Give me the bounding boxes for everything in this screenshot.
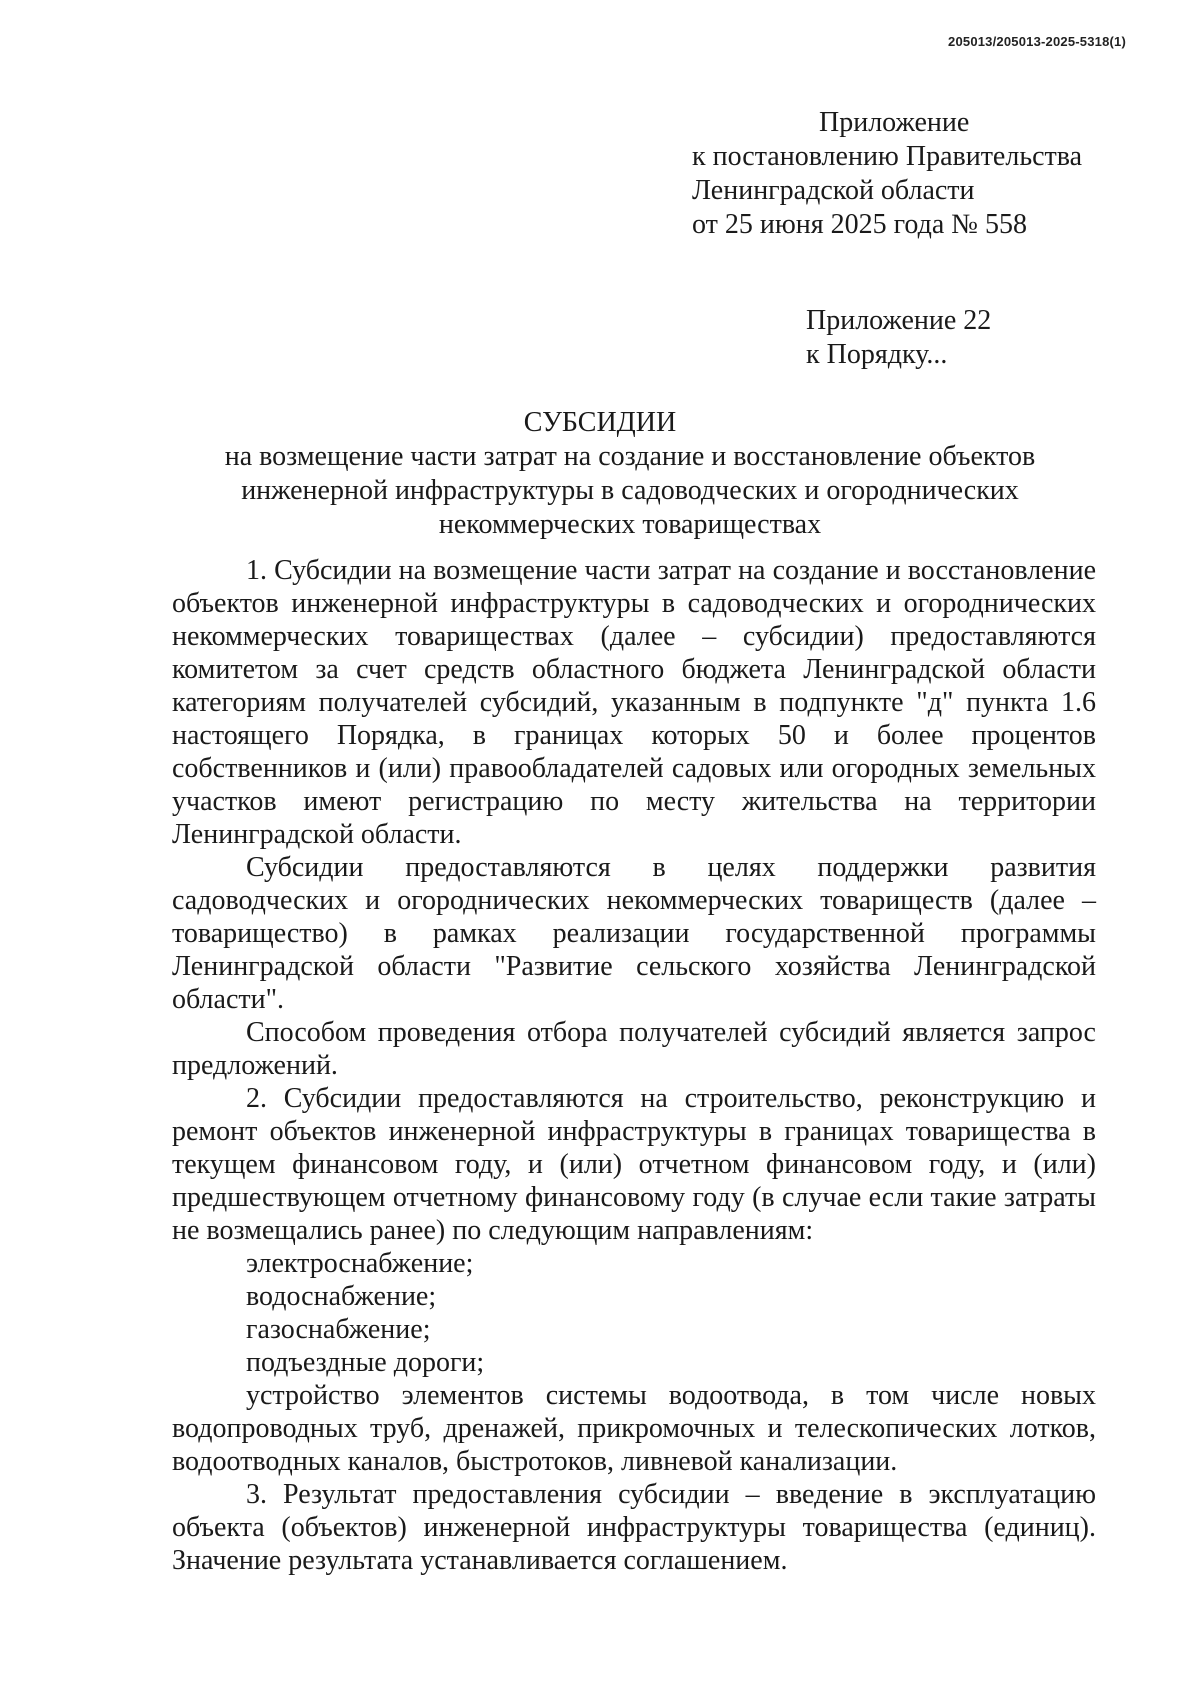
document-body <box>172 554 1096 1577</box>
appendix-22-line-2: к Порядку... <box>806 339 948 370</box>
list-item-drainage: устройство элементов системы водоотвода, в том числе новых водопроводных труб, дренажей, прикромочных и телескопических лотков, водоотводных каналов, быстротоков, ливневой канализации. <box>172 1380 1096 1477</box>
document-id: 205013/205013-2025-5318(1) <box>948 34 1126 49</box>
document-subtitle: на возмещение части затрат на создание и восстановление объектов инженерной инфраструктуры в садоводческих и огороднических некоммерческих товариществах <box>224 441 1036 540</box>
list-item-electricity: электроснабжение; <box>246 1248 474 1279</box>
paragraph-3: Способом проведения отбора получателей субсидий является запрос предложений. <box>172 1017 1096 1081</box>
appendix-header-line-3: Ленинградской области <box>692 175 975 206</box>
paragraph-2: Субсидии предоставляются в целях поддержки развития садоводческих и огороднических некоммерческих товариществ (далее – товарищество) в рамках реализации государственной программы Ленинградской области "Развитие сельского хозяйства Ленинградской области". <box>172 852 1096 1015</box>
list-item-roads: подъездные дороги; <box>246 1347 485 1378</box>
appendix-22-line-1: Приложение 22 <box>806 305 992 336</box>
appendix-header-line-1: Приложение <box>819 107 970 138</box>
paragraph-result: 3. Результат предоставления субсидии – введение в эксплуатацию объекта (объектов) инженерной инфраструктуры товарищества (единиц). Значение результата устанавливается соглашением. <box>172 1479 1096 1576</box>
paragraph-4: 2. Субсидии предоставляются на строительство, реконструкцию и ремонт объектов инженерной инфраструктуры в границах товарищества в текущем финансовом году, и (или) отчетном финансовом году, и (или) предшествующем отчетному финансовому году (в случае если такие затраты не возмещались ранее) по следующим направлениям: <box>172 1083 1096 1246</box>
paragraph-1: 1. Субсидии на возмещение части затрат на создание и восстановление объектов инженерной инфраструктуры в садоводческих и огороднических некоммерческих товариществах (далее – субсидии) предоставляются комитетом за счет средств областного бюджета Ленинградской области категориям получателей субсидий, указанным в подпункте "д" пункта 1.6 настоящего Порядка, в границах которых 50 и более процентов собственников и (или) правообладателей садовых или огородных земельных участков имеют регистрацию по месту жительства на территории Ленинградской области. <box>172 555 1096 850</box>
appendix-header-line-2: к постановлению Правительства <box>692 141 1083 172</box>
appendix-22-header <box>806 304 991 372</box>
appendix-header <box>692 106 1082 242</box>
list-item-gas: газоснабжение; <box>246 1314 431 1345</box>
document-title: СУБСИДИИ <box>523 407 677 438</box>
list-item-water: водоснабжение; <box>246 1281 437 1312</box>
appendix-header-line-4: от 25 июня 2025 года № 558 <box>692 209 1028 240</box>
